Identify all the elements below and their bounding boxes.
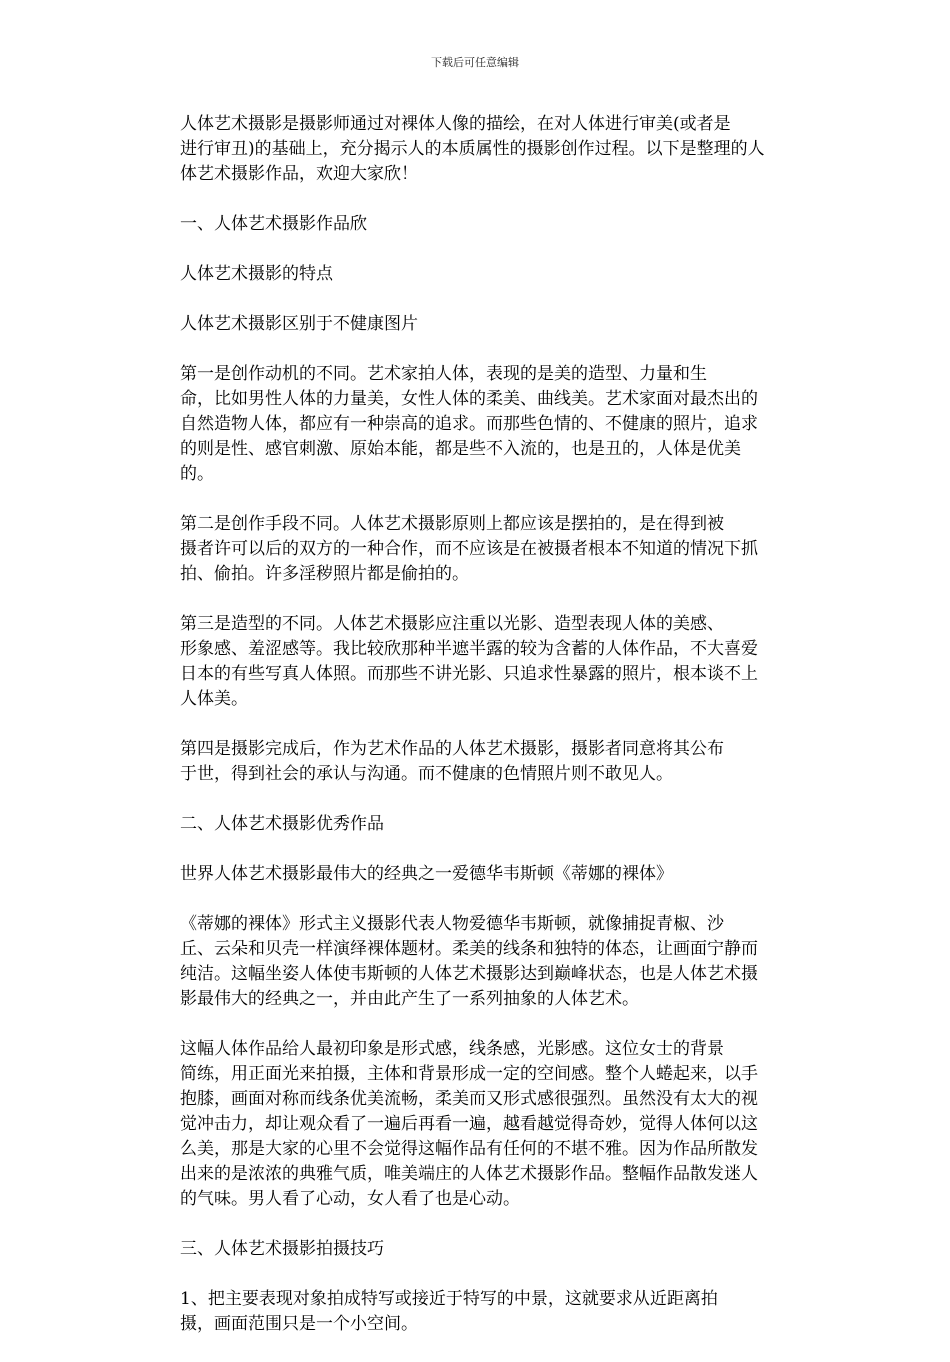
paragraph (146, 512, 803, 587)
paragraph (146, 262, 803, 287)
text-line: 摄者许可以后的双方的一种合作，而不应该是在被摄者根本不知道的情况下抓 (180, 539, 758, 559)
paragraph (146, 1037, 803, 1212)
paragraph (146, 212, 803, 237)
text-line: 人体艺术摄影区别于不健康图片 (180, 314, 418, 334)
text-line: 日本的有些写真人体照。而那些不讲光影、只追求性暴露的照片，根本谈不上 (180, 664, 758, 684)
paragraph (146, 1287, 803, 1337)
paragraph (146, 612, 803, 712)
text-line: 进行审丑)的基础上，充分揭示人的本质属性的摄影创作过程。以下是整理的人 (180, 139, 765, 159)
text-line: 的。 (180, 464, 214, 484)
text-line: 出来的是浓浓的典雅气质，唯美端庄的人体艺术摄影作品。整幅作品散发迷人 (180, 1164, 758, 1184)
text-line: 第一是创作动机的不同。艺术家拍人体，表现的是美的造型、力量和生 (180, 364, 707, 384)
text-line: 的气味。男人看了心动，女人看了也是心动。 (180, 1189, 520, 1209)
paragraph (146, 1237, 803, 1262)
paragraph (146, 812, 803, 837)
text-line: 三、人体艺术摄影拍摄技巧 (180, 1239, 384, 1259)
text-line: 体艺术摄影作品，欢迎大家欣！ (180, 164, 418, 184)
text-line: 纯洁。这幅坐姿人体使韦斯顿的人体艺术摄影达到巅峰状态，也是人体艺术摄 (180, 964, 758, 984)
text-line: 人体美。 (180, 689, 248, 709)
text-line: 形象感、羞涩感等。我比较欣那种半遮半露的较为含蓄的人体作品，不大喜爱 (180, 639, 758, 659)
text-line: 抱膝，画面对称而线条优美流畅，柔美而又形式感很强烈。虽然没有太大的视 (180, 1089, 758, 1109)
text-line: 二、人体艺术摄影优秀作品 (180, 814, 384, 834)
text-line: 第三是造型的不同。人体艺术摄影应注重以光影、造型表现人体的美感、 (180, 614, 724, 634)
text-line: 影最伟大的经典之一，并由此产生了一系列抽象的人体艺术。 (180, 989, 639, 1009)
text-line: 世界人体艺术摄影最伟大的经典之一爱德华韦斯顿《蒂娜的裸体》 (180, 864, 673, 884)
text-line: 简练，用正面光来拍摄，主体和背景形成一定的空间感。整个人蜷起来，以手 (180, 1064, 758, 1084)
text-line: 一、人体艺术摄影作品欣 (180, 214, 367, 234)
paragraph (146, 112, 803, 187)
text-line: 人体艺术摄影是摄影师通过对裸体人像的描绘，在对人体进行审美(或者是 (180, 114, 731, 134)
text-line: 丘、云朵和贝壳一样演绎裸体题材。柔美的线条和独特的体态，让画面宁静而 (180, 939, 758, 959)
text-line: 《蒂娜的裸体》形式主义摄影代表人物爱德华韦斯顿，就像捕捉青椒、沙 (180, 914, 724, 934)
paragraph (146, 362, 803, 487)
text-line: 第四是摄影完成后，作为艺术作品的人体艺术摄影，摄影者同意将其公布 (180, 739, 724, 759)
paragraph (146, 312, 803, 337)
text-line: 第二是创作手段不同。人体艺术摄影原则上都应该是摆拍的，是在得到被 (180, 514, 724, 534)
text-line: 这幅人体作品给人最初印象是形式感，线条感，光影感。这位女士的背景 (180, 1039, 724, 1059)
text-line: 命，比如男性人体的力量美，女性人体的柔美、曲线美。艺术家面对最杰出的 (180, 389, 758, 409)
document-body (146, 112, 803, 1362)
text-line: 拍、偷拍。许多淫秽照片都是偷拍的。 (180, 564, 469, 584)
paragraph (146, 912, 803, 1012)
text-line: 的则是性、感官刺激、原始本能，都是些不入流的，也是丑的，人体是优美 (180, 439, 741, 459)
text-line: 1、把主要表现对象拍成特写或接近于特写的中景，这就要求从近距离拍 (180, 1289, 718, 1309)
page-header: 下载后可任意编辑 (431, 56, 519, 69)
text-line: 觉冲击力，却让观众看了一遍后再看一遍，越看越觉得奇妙，觉得人体何以这 (180, 1114, 758, 1134)
text-line: 摄，画面范围只是一个小空间。 (180, 1314, 418, 1334)
paragraph (146, 737, 803, 787)
text-line: 于世，得到社会的承认与沟通。而不健康的色情照片则不敢见人。 (180, 764, 673, 784)
text-line: 么美，那是大家的心里不会觉得这幅作品有任何的不堪不雅。因为作品所散发 (180, 1139, 758, 1159)
text-line: 自然造物人体，都应有一种崇高的追求。而那些色情的、不健康的照片，追求 (180, 414, 758, 434)
text-line: 人体艺术摄影的特点 (180, 264, 333, 284)
paragraph (146, 862, 803, 887)
